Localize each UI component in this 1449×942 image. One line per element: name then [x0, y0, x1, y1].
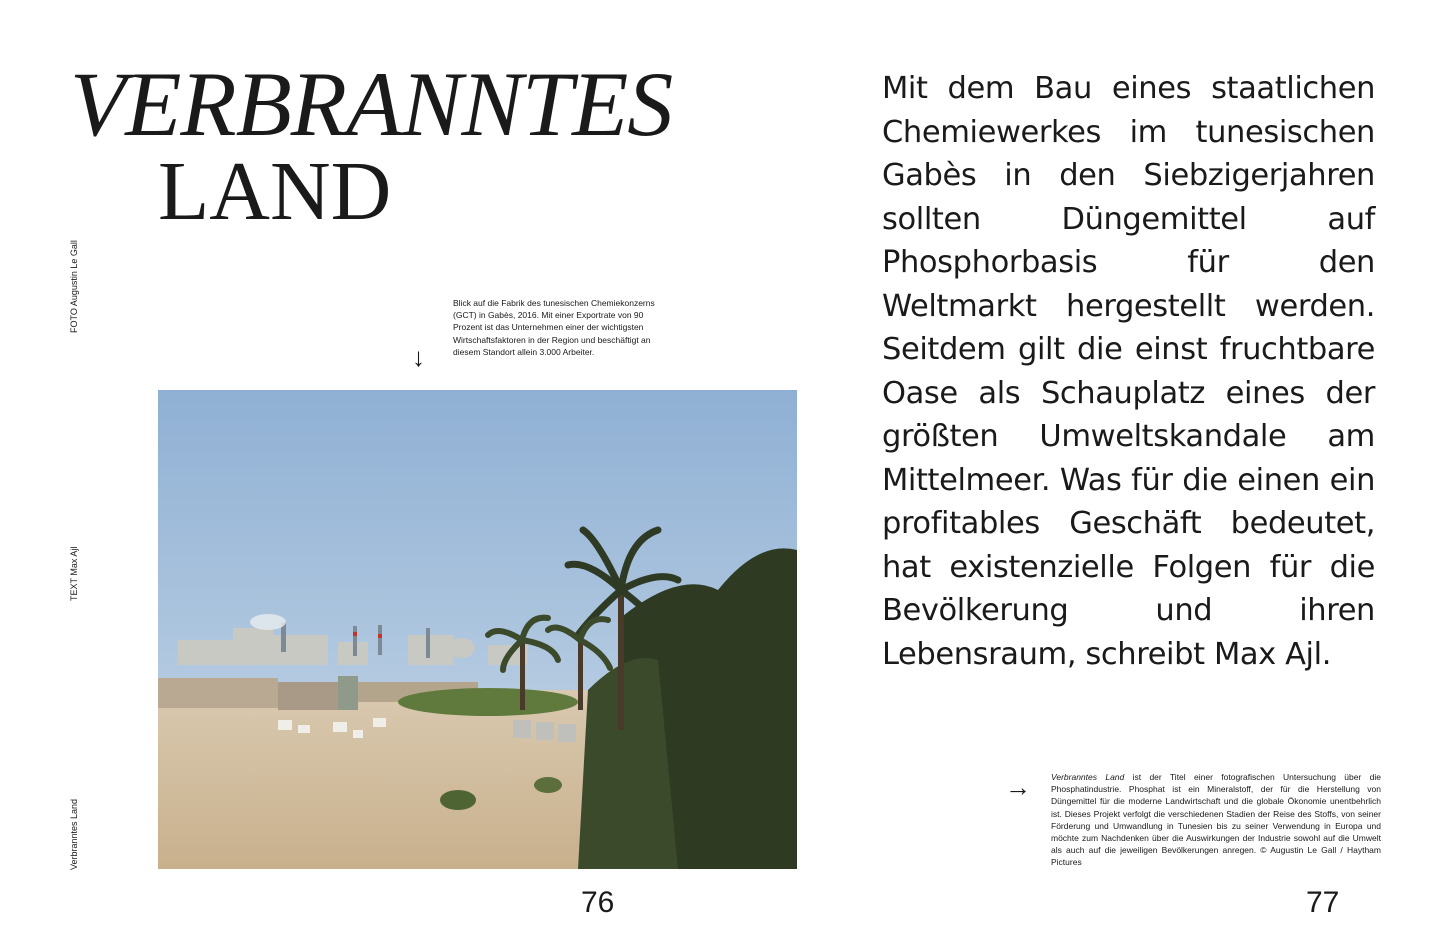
project-note-text: ist der Titel einer fotografischen Untersuchung über die Phosphatindustrie. Phosphat ist ein Mineralstoff, der für die Herstellung von Düngemittel für die moderne Landwirtschaft und die globale Ökonomie unentbehrlich ist. Dieses Projekt verfolgt die verschiedenen Stadien der Reise des Stoffs, von seiner Förderung und Umwandlung in Tunesien bis zu seiner Verwendung in Europa und möchte zum Nachdenken über die Auswirkungen der Industrie sowohl auf die Umwelt als auch auf die jeweiligen Bevölkerungen anregen. © Augustin Le Gall / Haytham Pictures — [1051, 772, 1381, 868]
article-title-line-1: VERBRANNTES — [70, 53, 673, 155]
author-credit-label: TEXT Max Ajl — [69, 546, 79, 601]
photo-caption: Blick auf die Fabrik des tunesischen Chemiekonzerns (GCT) in Gabès, 2016. Mit einer Exportrate von 90 Prozent ist das Unternehmen einer der wichtigsten Wirtschaftsfaktoren in der Region und beschäftigt an diesem Standort allein 3.000 Arbeiter. — [453, 298, 655, 357]
arrow-down-icon: ↓ — [412, 342, 425, 372]
photo-credit-label: FOTO Augustin Le Gall — [69, 240, 79, 333]
page-number-right: 77 — [1306, 886, 1340, 919]
running-title-label: Verbranntes Land — [69, 798, 79, 870]
page-number-left: 76 — [581, 886, 615, 919]
article-title-line-2: LAND — [158, 145, 392, 238]
project-note-title: Verbranntes Land — [1051, 772, 1125, 782]
factory-oasis-photo — [158, 390, 797, 869]
arrow-right-icon: → — [1005, 772, 1031, 802]
lead-paragraph: Mit dem Bau eines staatlichen Chemiewerkes im tunesischen Gabès in den Siebzigerjahren sollten Düngemittel auf Phosphorbasis für den Weltmarkt hergestellt werden. Seitdem gilt die einst fruchtbare Oase als Schauplatz eines der größten Umweltskandale am Mittelmeer. Was für die einen ein profitables Geschäft bedeutet, hat existenzielle Folgen für die Bevölkerung und ihren Lebensraum, schreibt Max Ajl. — [882, 71, 1375, 672]
project-note — [1051, 771, 1381, 869]
